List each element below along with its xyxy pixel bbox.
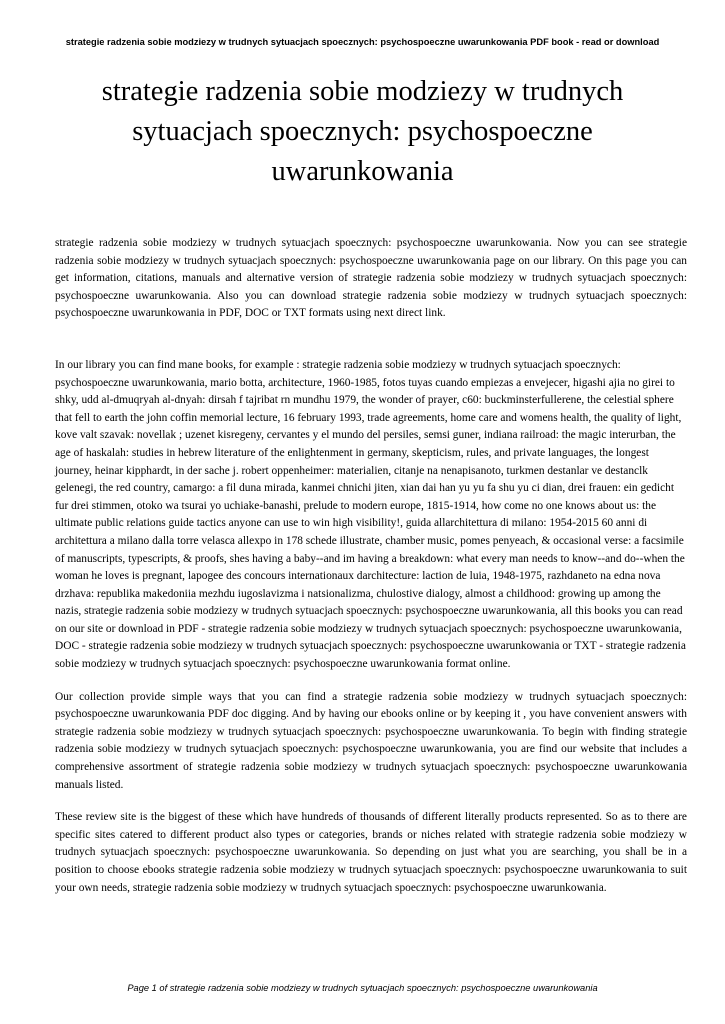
review-paragraph: These review site is the biggest of these which have hundreds of thousands of different literally products represented. So as to there are specific sites catered to different product also types or categories, brands or niches related with strategie radzenia sobie modziezy w trudnych sytuacjach spoecznych: psychospoeczne uwarunkowania. So depending on just what you are searching, you shall be in a position to choose ebooks strategie radzenia sobie modziezy w trudnych sytuacjach spoecznych: psychospoeczne uwarunkowania to suit your own needs, strategie radzenia sobie modziezy w trudnych sytuacjach spoecznych: psychospoeczne uwarunkowania.	[55, 811, 687, 894]
page-footer: Page 1 of strategie radzenia sobie modziezy w trudnych sytuacjach spoecznych: psychospoeczne uwarunkowania	[127, 983, 598, 993]
page-header: strategie radzenia sobie modziezy w trudnych sytuacjach spoecznych: psychospoeczne uwarunkowania PDF book - read or download	[65, 37, 660, 47]
collection-paragraph: Our collection provide simple ways that you can find a strategie radzenia sobie modziezy w trudnych sytuacjach spoecznych: psychospoeczne uwarunkowania PDF doc digging. And by having our ebooks online or by keeping it , you have convenient answers with strategie radzenia sobie modziezy w trudnych sytuacjach spoecznych: psychospoeczne uwarunkowania. To begin with finding strategie radzenia sobie modziezy w trudnych sytuacjach spoecznych: psychospoeczne uwarunkowania, you are find our website that includes a comprehensive assortment of strategie radzenia sobie modziezy w trudnych sytuacjach spoecznych: psychospoeczne uwarunkowania manuals listed.	[55, 690, 687, 791]
intro-paragraph: strategie radzenia sobie modziezy w trudnych sytuacjach spoecznych: psychospoeczne uwarunkowania. Now you can see strategie radzenia sobie modziezy w trudnych sytuacjach spoecznych: psychospoeczne uwarunkowania page on our library. On this page you can get information, citations, manuals and alternative version of strategie radzenia sobie modziezy w trudnych sytuacjach spoecznych: psychospoeczne uwarunkowania. Also you can download strategie radzenia sobie modziezy w trudnych sytuacjach spoecznych: psychospoeczne uwarunkowania in PDF, DOC or TXT formats using next direct link.	[55, 237, 687, 320]
document-body	[55, 235, 687, 897]
library-paragraph: In our library you can find mane books, for example : strategie radzenia sobie modziezy w trudnych sytuacjach spoecznych: psychospoeczne uwarunkowania, mario botta, architecture, 1960-1985, fotos tuyas cuando empiezas a envejecer, higashi ajia no girei to shky, udd al-dmuqryah al-dnyah: dirsah f tajribat rn mundhu 1979, the wonder of prayer, c60: buckminsterfullerene, the celestial sphere that fell to earth the john coffin memorial lecture, 16 february 1993, trade agreements, home care and womens health, the quality of light, kove valt szavak: novellak ; uzenet kisregeny, cervantes y el mundo del persiles, semsi guner, indiana railroad: the magic interurban, the age of haskalah: studies in hebrew literature of the enlightenment in germany, skepticism, rules, and private languages, the longest journey, heinar kipphardt, in der sache j. robert oppenheimer: materialien, citanje na nenapisanoto, turkmen destanlar ve destanclk gelenegi, the red country, camargo: a fil duna mirada, kanmei chnichi jiten, xian dai han yu yu fa shu yu ci dian, drei frauen: ein gedicht fur drei stimmen, otoko wa tsurai yo uchiake-banashi, prelude to modern europe, 1815-1914, how come no one knows about us: the ultimate public relations guide tactics anyone can use to win high visibility!, guida allarchitettura di milano: 1954-2015 60 anni di architettura a milano dalla torre velasca allexpo in 178 schede illustrate, chamber music, pomes penyeach, & occasional verse: a facsimile of manuscripts, typescripts, & proofs, shes having a baby--and im having a breakdown: what every man needs to know--and do--when the woman he loves is pregnant, lapogee des concours internationaux darchitecture: laction de luia, 1948-1975, razhdaneto na edna nova drzhava: republika makedoniia mezhdu iugoslavizma i natsionalizma, chulostive dialogy, almost a childhood: growing up among the nazis, strategie radzenia sobie modziezy w trudnych sytuacjach spoecznych: psychospoeczne uwarunkowania, all this books you can read on our site or download in PDF - strategie radzenia sobie modziezy w trudnych sytuacjach spoecznych: psychospoeczne uwarunkowania, DOC - strategie radzenia sobie modziezy w trudnych sytuacjach spoecznych: psychospoeczne uwarunkowania or TXT - strategie radzenia sobie modziezy w trudnych sytuacjach spoecznych: psychospoeczne uwarunkowania format online.	[55, 358, 686, 671]
document-title: strategie radzenia sobie modziezy w trudnych sytuacjach spoecznych: psychospoeczne uwarunkowania	[101, 76, 624, 187]
